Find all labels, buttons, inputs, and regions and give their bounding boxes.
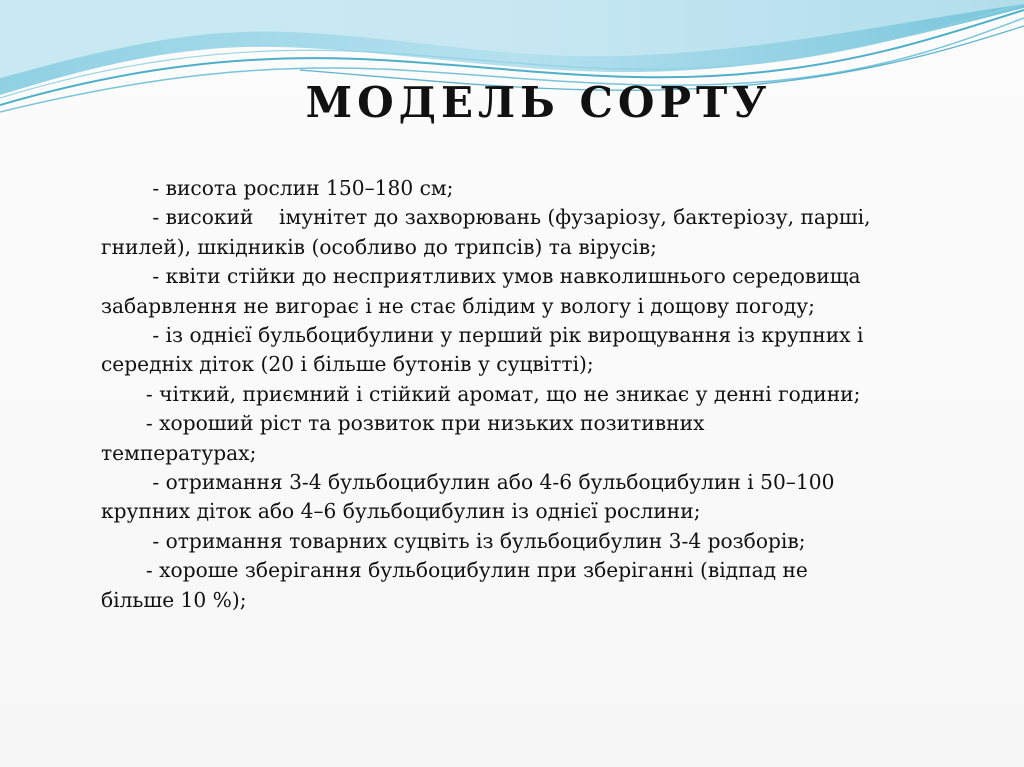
slide-title: МОДЕЛЬ СОРТУ <box>305 78 772 127</box>
body-line: - хороший ріст та розвиток при низьких позитивних <box>101 411 705 436</box>
body-line: - отримання 3-4 бульбоцибулин або 4-6 бульбоцибулин і 50–100 <box>101 470 835 495</box>
body-line: - отримання товарних суцвіть із бульбоцибулин 3-4 розборів; <box>101 528 806 553</box>
body-line: більше 10 %); <box>101 587 247 612</box>
body-line: гнилей), шкідників (особливо до трипсів) та вірусів; <box>101 234 657 259</box>
body-line: температурах; <box>101 440 257 465</box>
body-line: - квіти стійки до несприятливих умов навколишнього середовища <box>101 264 861 289</box>
body-line: крупних діток або 4–6 бульбоцибулин із однієї рослини; <box>101 499 701 524</box>
body-line: - високий імунітет до захворювань (фузаріозу, бактеріозу, парші, <box>101 205 871 230</box>
body-line: середніх діток (20 і більше бутонів у суцвітті); <box>101 352 594 377</box>
body-line: - хороше зберігання бульбоцибулин при зберіганні (відпад не <box>101 558 808 583</box>
body-line: - із однієї бульбоцибулини у перший рік вирощування із крупних і <box>101 323 864 348</box>
body-line: - чіткий, приємний і стійкий аромат, що не зникає у денні години; <box>101 381 861 406</box>
slide-body <box>101 174 961 615</box>
body-line: забарвлення не вигорає і не стає блідим у вологу і дощову погоду; <box>101 293 815 318</box>
body-line: - висота рослин 150–180 см; <box>101 176 454 200</box>
